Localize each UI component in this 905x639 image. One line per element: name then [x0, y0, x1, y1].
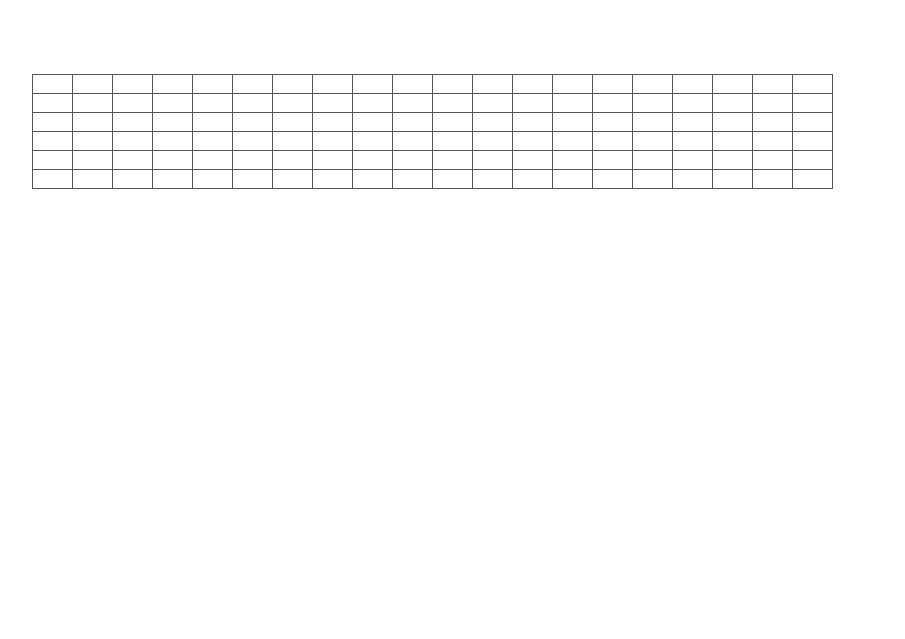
table-row [33, 75, 833, 94]
table-row [33, 170, 833, 189]
table-row [33, 132, 833, 151]
table-row [33, 113, 833, 132]
table-row [33, 94, 833, 113]
table-row [33, 151, 833, 170]
data-table [32, 74, 833, 189]
